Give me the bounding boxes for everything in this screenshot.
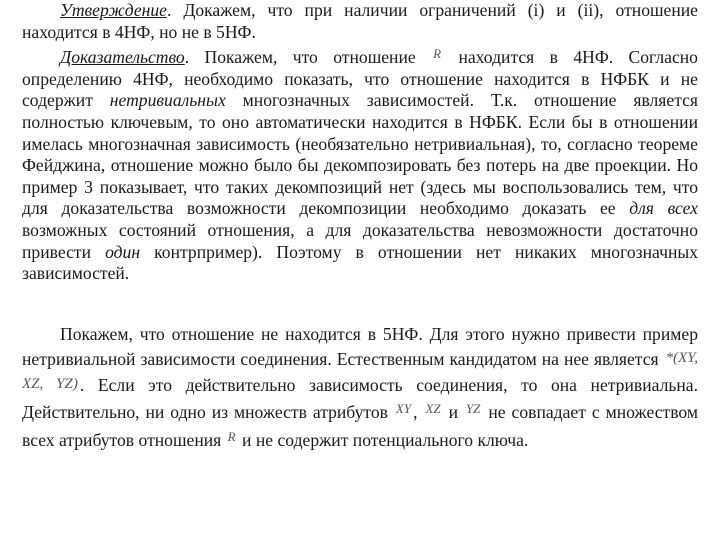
italic-run: для всех	[629, 198, 698, 219]
text-run: не совпадает с множеством всех атрибутов отношения	[22, 402, 698, 450]
italic-run: нетривиальных	[109, 90, 226, 111]
proof-label: Доказательство	[60, 47, 185, 68]
text-run: контрпример). Поэтому в отношении нет никаких многозначных зависимостей.	[22, 241, 698, 284]
paragraph-5nf	[22, 322, 698, 452]
join-dependency-formula: *(XY, XZ, YZ)	[22, 350, 698, 392]
text-run: находится в 4НФ. Согласно определению 4НФ, необходимо показать, что отношение находится в НФБК и не содержит	[22, 47, 698, 111]
relation-symbol: R	[227, 428, 236, 444]
text-run: и не содержит потенциального ключа.	[242, 429, 529, 450]
attribute-set-xz: XZ	[425, 401, 441, 417]
attribute-set-yz: YZ	[465, 401, 481, 417]
attribute-set-xy: XY	[395, 401, 412, 417]
text-run: возможных состояний отношения, а для доказательства невозможности достаточно привести	[22, 219, 698, 262]
text-run: . Покажем, что отношение	[184, 47, 416, 68]
paragraph-statement-and-proof	[22, 0, 698, 285]
text-run: и	[448, 402, 458, 423]
text-run: ,	[413, 402, 418, 423]
text-run: . Если это действительно зависимость соединения, то она нетривиальна. Действительно, ни одно из множеств атрибутов	[22, 374, 699, 423]
text-run: . Докажем, что при наличии ограничений (i) и (ii), отношение находится в 4НФ, но не в 5НФ.	[22, 0, 698, 42]
relation-symbol: R	[433, 46, 442, 62]
text-run: Покажем, что отношение не находится в 5НФ. Для этого нужно привести пример нетривиальной зависимости соединения. Естественным кандидатом на нее является	[22, 324, 698, 370]
italic-run: один	[105, 241, 141, 262]
text-run: многозначных зависимостей. Т.к. отношение является полностью ключевым, то оно автоматически находится в НФБК. Если бы в отношении имелась многозначная зависимость (необязательно нетривиальная), то, согласно теореме Фейджина, отношение можно было бы декомпозировать без потерь на две проекции. Но пример 3 показывает, что таких декомпозиций нет (здесь мы воспользовались тем, что для доказательства возможности декомпозиции необходимо доказать ее	[22, 90, 699, 219]
statement-label: Утверждение	[60, 0, 167, 20]
